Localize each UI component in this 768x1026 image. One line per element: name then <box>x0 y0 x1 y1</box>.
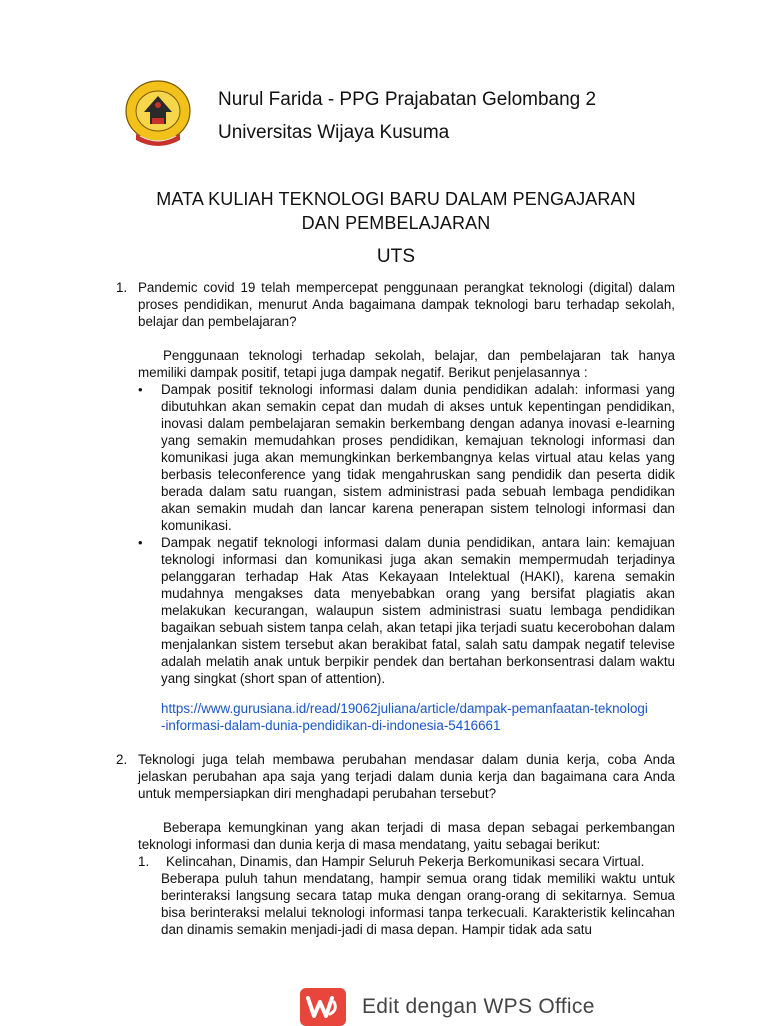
answer-2-intro: Beberapa kemungkinan yang akan terjadi di masa depan sebagai perkembangan teknologi informasi dan dunia kerja di masa mendatang, yaitu sebagai berikut: <box>138 820 675 852</box>
wps-edit-banner[interactable] <box>300 990 595 1024</box>
course-title-line2: DAN PEMBELAJARAN <box>301 213 491 233</box>
answer-1-positive: Dampak positif teknologi informasi dalam dunia pendidikan adalah: informasi yang dibutuhkan akan semakin cepat dan mudah di akses untuk kepentingan pendidikan, inovasi dalam pembelajaran semakin berkembang dengan adanya inovasi e-learning yang semakin memudahkan proses pendidikan, kemajuan teknologi informasi dan komunikasi juga akan memungkinkan berkembangnya kelas virtual atau kelas yang berbasis teleconference yang tidak mengahruskan sang pendidik dan peserta didik berada dalam satu ruangan, sistem administrasi pada sebuah lembaga pendidikan akan semakin mudah dan lancar karena penerapan sistem telnologi informasi dan komunikasi. <box>161 382 675 533</box>
answer-2-item1-title: Kelincahan, Dinamis, dan Hampir Seluruh Pekerja Berkomunikasi secara Virtual. <box>166 854 645 869</box>
header-university: Universitas Wijaya Kusuma <box>218 122 450 143</box>
reference-link-line1[interactable]: https://www.gurusiana.id/read/19062juliana/article/dampak-pemanfaatan-teknologi <box>161 701 648 716</box>
answer-2-item1-body: Beberapa puluh tahun mendatang, hampir semua orang tidak memiliki waktu untuk berinteraksi langsung secara tatap muka dengan orang-orang di sekitarnya. Semua bisa berinteraksi melalui teknologi informasi tanpa terkecuali. Karakteristik kelincahan dan dinamis semakin menjadi-jadi di masa depan. Hampir tidak ada satu <box>161 871 675 937</box>
header-author: Nurul Farida - PPG Prajabatan Gelombang 2 <box>218 89 597 110</box>
question-1-text: Pandemic covid 19 telah mempercepat penggunaan perangkat teknologi (digital) dalam proses pendidikan, menurut Anda bagaimana dampak teknologi baru terhadap sekolah, belajar dan pembelajaran? <box>138 280 675 329</box>
answer-2-item1-number: 1. <box>138 854 150 869</box>
question-1-number: 1. <box>116 280 128 295</box>
wps-edit-label[interactable]: Edit dengan WPS Office <box>362 995 595 1018</box>
bullet-marker: • <box>138 535 143 550</box>
exam-label: UTS <box>376 246 416 267</box>
answer-1-intro: Penggunaan teknologi terhadap sekolah, belajar, dan pembelajaran tak hanya memiliki dampak positif, tetapi juga dampak negatif. Berikut penjelasannya : <box>138 348 675 380</box>
question-2-number: 2. <box>116 752 128 767</box>
question-2-text: Teknologi juga telah membawa perubahan mendasar dalam dunia kerja, coba Anda jelaskan perubahan apa saja yang terjadi dalam dunia kerja dan bagaimana cara Anda untuk mempersiapkan diri menghadapi perubahan tersebut? <box>138 752 675 801</box>
reference-link-line2[interactable]: -informasi-dalam-dunia-pendidikan-di-indonesia-5416661 <box>161 718 501 733</box>
wps-logo-icon <box>300 988 346 1026</box>
answer-1-negative: Dampak negatif teknologi informasi dalam dunia pendidikan, antara lain: kemajuan teknologi informasi dan komunikasi juga akan semakin mempermudah terjadinya pelanggaran terhadap Hak Atas Kekayaan Intelektual (HAKI), karena semakin mudahnya mengakses data menyebabkan orang yang bersifat plagiatis akan melakukan kecurangan, walaupun sistem administrasi suatu lembaga pendidikan bagaikan sebuah sistem tanpa celah, akan tetapi jika terjadi suatu kecerobohan dalam menjalankan sistem tersebut akan berakibat fatal, salah satu dampak negatif televise adalah melatih anak untuk berpikir pendek dan bertahan berkonsentrasi dalam waktu yang singkat (short span of attention). <box>161 535 675 686</box>
university-logo <box>122 78 194 148</box>
course-title-line1: MATA KULIAH TEKNOLOGI BARU DALAM PENGAJARAN <box>156 189 636 209</box>
bullet-marker: • <box>138 382 143 397</box>
